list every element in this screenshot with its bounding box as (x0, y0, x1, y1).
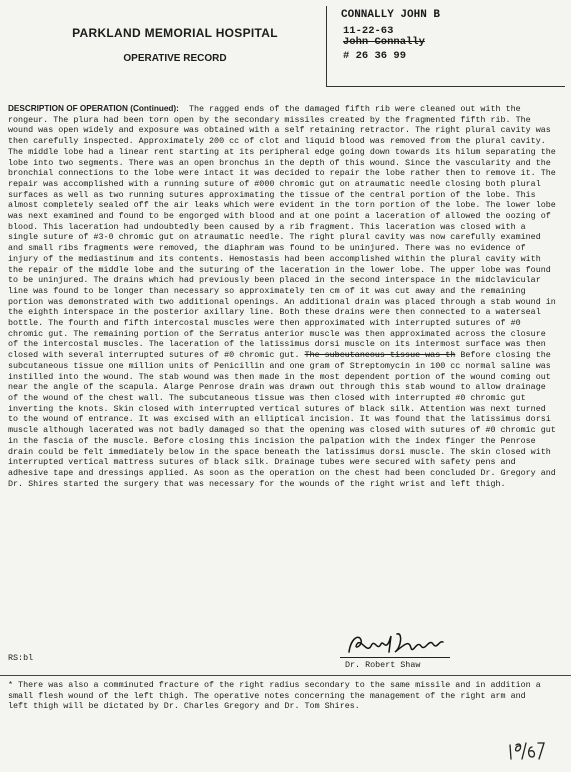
signature-line (340, 657, 450, 658)
description-text-part1: The ragged ends of the damaged fifth rib were cleaned out with the rongeur. The plura had been torn open by the secondary missiles created by the fragmented fifth rib. The wound was open widely and exposure was obtained with a self retaining retractor. The right plural cavity was then carefully inspected. Approximately 200 cc of clot and liquid blood was removed from the plural cavity. The middle lobe had a linear rent starting at its peripheral edge going down towards its hilum separating the lobe into two segments. There was an open bronchus in the depth of this wound. Since the vascularity and the bronchial connections to the lobe were intact it was decided to repair the lobe rather then to remove it. The repair was accomplished with a running suture of #000 chromic gut on atraumatic needle closing both plural surfaces as well as two running sutures approximating the tissue of the central portion of the lobe. This almost completely sealed off the air leaks which were evident in the torn portion of the lobe. The lower lobe was next examined and found to be engorged with blood and at one point a laceration of allowed the oozing of blood. This laceration had undoubtedly been caused by a rib fragment. This laceration was closed with a single suture of #3-0 chromic gut on atraumatic needle. The right plural cavity was now carefully examined and small ribs fragments were removed, the diaphram was found to be uninjured. There was no evidence of injury of the mediastinum and its contents. Hemostasis had been accomplished within the plural cavity with the repair of the middle lobe and the suturing of the laceration in the lower lobe. The upper lobe was found to be uninjured. The drains which had previously been placed in the second interspace in the midclavicular line was found to be longer than necessary so approximately ten cm of it was cut away and the remaining portion was demonstrated with two additional openings. An additional drain was placed through a stab wound in the eighth interspace in the posterior axillary line. Both these drains were then connected to a waterseal bottle. The fourth and fifth intercostal muscles were then approximated with interrupted sutures of #0 chromic gut. The remaining portion of the Serratus anterior muscle was then approximated across the closure of the intercostal muscles. The laceration of the latissimus dorsi muscle on its intermost surface was then closed with several interrupted sutures of #0 chromic gut. (8, 104, 556, 361)
description-struck-text: The subcutaneous tissue was th (304, 350, 456, 361)
typist-initials: RS:bl (8, 653, 34, 663)
patient-stamp (326, 6, 565, 87)
description-heading: DESCRIPTION OF OPERATION (Continued): (8, 104, 179, 113)
handwritten-signature (345, 630, 445, 658)
patient-name-struck: John Connally (343, 36, 425, 48)
record-header (60, 22, 290, 64)
patient-date: 11-22-63 (343, 25, 394, 37)
footnote: * There was also a comminuted fracture of the right radius secondary to the same missile and in addition a small flesh wound of the left thigh. The operative notes concerning the management of the right arm and left thigh will be dictated by Dr. Charles Gregory and Dr. Tom Shires. (8, 680, 541, 712)
operation-description (8, 104, 559, 489)
patient-name: CONNALLY JOHN B (341, 9, 441, 21)
handwritten-number-icon (506, 737, 546, 763)
hospital-name: PARKLAND MEMORIAL HOSPITAL (72, 26, 278, 40)
signature-scribble-icon (345, 630, 445, 658)
record-type-label: OPERATIVE RECORD (123, 53, 227, 64)
footnote-divider (0, 675, 571, 676)
patient-record-number: # 26 36 99 (343, 50, 407, 62)
signer-name: Dr. Robert Shaw (345, 660, 421, 670)
description-text-part2: Before closing the subcutaneous tissue one million units of Penicillin and one gram of Streptomycin in 100 cc normal saline was instilled into the wound. The stab wound was then made in the most dependent portion of the wound coming out near the angle of the scapula. Alarge Penrose drain was drawn out through this stab wound to allow drainage of the wound of the chest wall. The subcutaneous tissue was then closed with interrupted #0 chromic gut inverting the knots. Skin closed with interrupted vertical sutures of black silk. Attention was next turned to the wound of entrance. It was excised with an elliptical incision. It was found that the latissimus dorsi muscle although lacerated was not badly damaged so that the opening was closed with sutures of #0 chromic gut in the fascia of the muscle. Before closing this incision the palpation with the index finger the Penrose drain could be felt immediately below in the space beneath the latissimus dorsi muscle. The skin closed with interrupted vertical mattress sutures of black silk. Drainage tubes were secured with safety pens and adhesive tape and dressings applied. As soon as the operation on the chest had been concluded Dr. Gregory and Dr. Shires started the surgery that was necessary for the wounds of the right wrist and left thigh. (8, 350, 556, 489)
handwritten-page-annotation (506, 737, 546, 763)
